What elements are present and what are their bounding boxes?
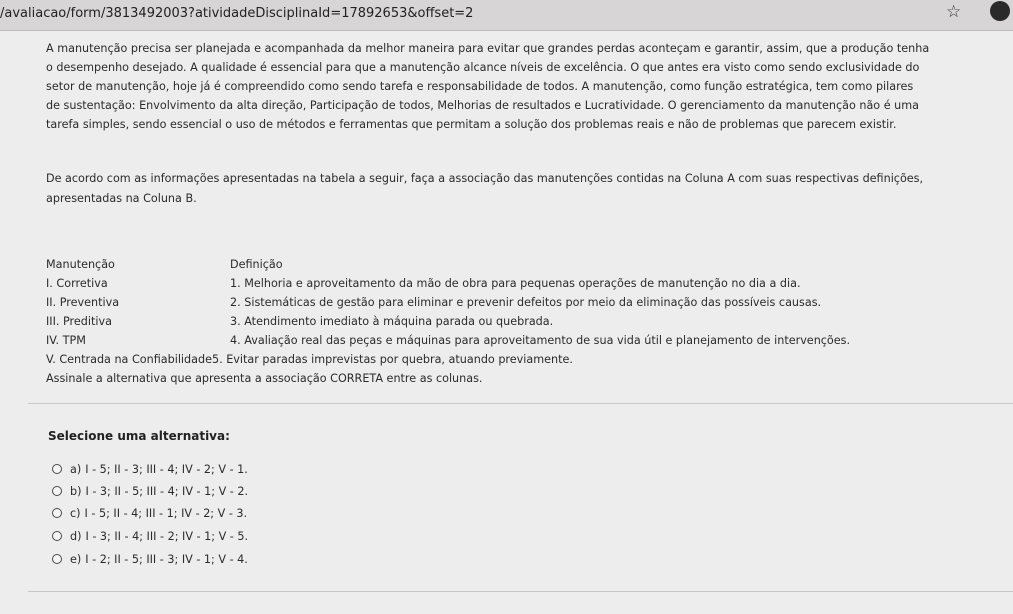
table-cell-a: I. Corretiva [46, 277, 108, 290]
paragraph-line: o desempenho desejado. A qualidade é essencial para que a manutenção alcance níveis de excelência. O que antes era visto como sendo exclusividade do [46, 61, 920, 74]
radio-button[interactable] [52, 554, 62, 564]
option-a[interactable] [52, 461, 248, 477]
option-d[interactable] [52, 528, 248, 544]
option-letter: b) [70, 484, 82, 498]
option-b[interactable] [52, 483, 248, 499]
question-page [0, 31, 1013, 614]
table-cell-b: 2. Sistemáticas de gestão para eliminar e prevenir defeitos por meio da eliminação das possíveis causas. [230, 296, 822, 309]
question-prompt: Assinale a alternativa que apresenta a associação CORRETA entre as colunas. [46, 372, 483, 385]
table-cell-b: 3. Atendimento imediato à máquina parada ou quebrada. [230, 315, 554, 328]
divider [28, 403, 1013, 404]
option-letter: a) [70, 462, 82, 476]
table-last-row: V. Centrada na Confiabilidade5. Evitar paradas imprevistas por quebra, atuando previamente. [46, 353, 573, 366]
table-cell-a: II. Preventiva [46, 296, 120, 309]
option-text: I - 5; II - 3; III - 4; IV - 2; V - 1. [85, 462, 248, 476]
radio-button[interactable] [52, 531, 62, 541]
option-text: I - 5; II - 4; III - 1; IV - 2; V - 3. [84, 506, 248, 520]
answers-heading: Selecione uma alternativa: [48, 429, 230, 443]
option-text: I - 3; II - 4; III - 2; IV - 1; V - 5. [85, 529, 249, 543]
option-text: I - 3; II - 5; III - 4; IV - 1; V - 2. [85, 484, 249, 498]
option-letter: c) [70, 506, 81, 520]
table-cell-a: IV. TPM [46, 334, 86, 347]
radio-button[interactable] [52, 486, 62, 496]
radio-button[interactable] [52, 508, 62, 518]
instruction-line: De acordo com as informações apresentadas na tabela a seguir, faça a associação das manutenções contidas na Coluna A com suas respectivas definições, [46, 172, 924, 185]
instruction-line: apresentadas na Coluna B. [46, 192, 197, 205]
table-cell-b: 4. Avaliação real das peças e máquinas para aproveitamento de sua vida útil e planejamento de intervenções. [230, 334, 851, 347]
option-c[interactable] [52, 505, 247, 521]
radio-button[interactable] [52, 464, 62, 474]
option-letter: e) [70, 552, 82, 566]
browser-address-bar[interactable] [0, 0, 1013, 31]
option-e[interactable] [52, 551, 248, 567]
bookmark-star-icon[interactable]: ☆ [946, 2, 962, 22]
paragraph-line: de sustentação: Envolvimento da alta direção, Participação de todos, Melhorias de resultados e Lucratividade. O gerenciamento da manutenção não é uma [46, 99, 919, 112]
url-text[interactable]: /avaliacao/form/3813492003?atividadeDisciplinaId=17892653&offset=2 [0, 6, 474, 21]
option-text: I - 2; II - 5; III - 3; IV - 1; V - 4. [85, 552, 248, 566]
paragraph-line: A manutenção precisa ser planejada e acompanhada da melhor maneira para evitar que grandes perdas aconteçam e garantir, assim, que a produção tenha [46, 42, 930, 55]
profile-icon[interactable] [990, 1, 1010, 21]
divider [28, 591, 1013, 592]
table-cell-b: 1. Melhoria e aproveitamento da mão de obra para pequenas operações de manutenção no dia a dia. [230, 277, 801, 290]
paragraph-line: setor de manutenção, hoje já é compreendido como sendo tarefa e responsabilidade de todos. A manutenção, como função estratégica, tem como pilares [46, 80, 914, 93]
paragraph-line: tarefa simples, sendo essencial o uso de métodos e ferramentas que permitam a solução dos problemas reais e não de problemas que parecem existir. [46, 118, 897, 131]
table-cell-a: III. Preditiva [46, 315, 112, 328]
column-a-header: Manutenção [46, 258, 115, 271]
option-letter: d) [70, 529, 82, 543]
column-b-header: Definição [230, 258, 283, 271]
